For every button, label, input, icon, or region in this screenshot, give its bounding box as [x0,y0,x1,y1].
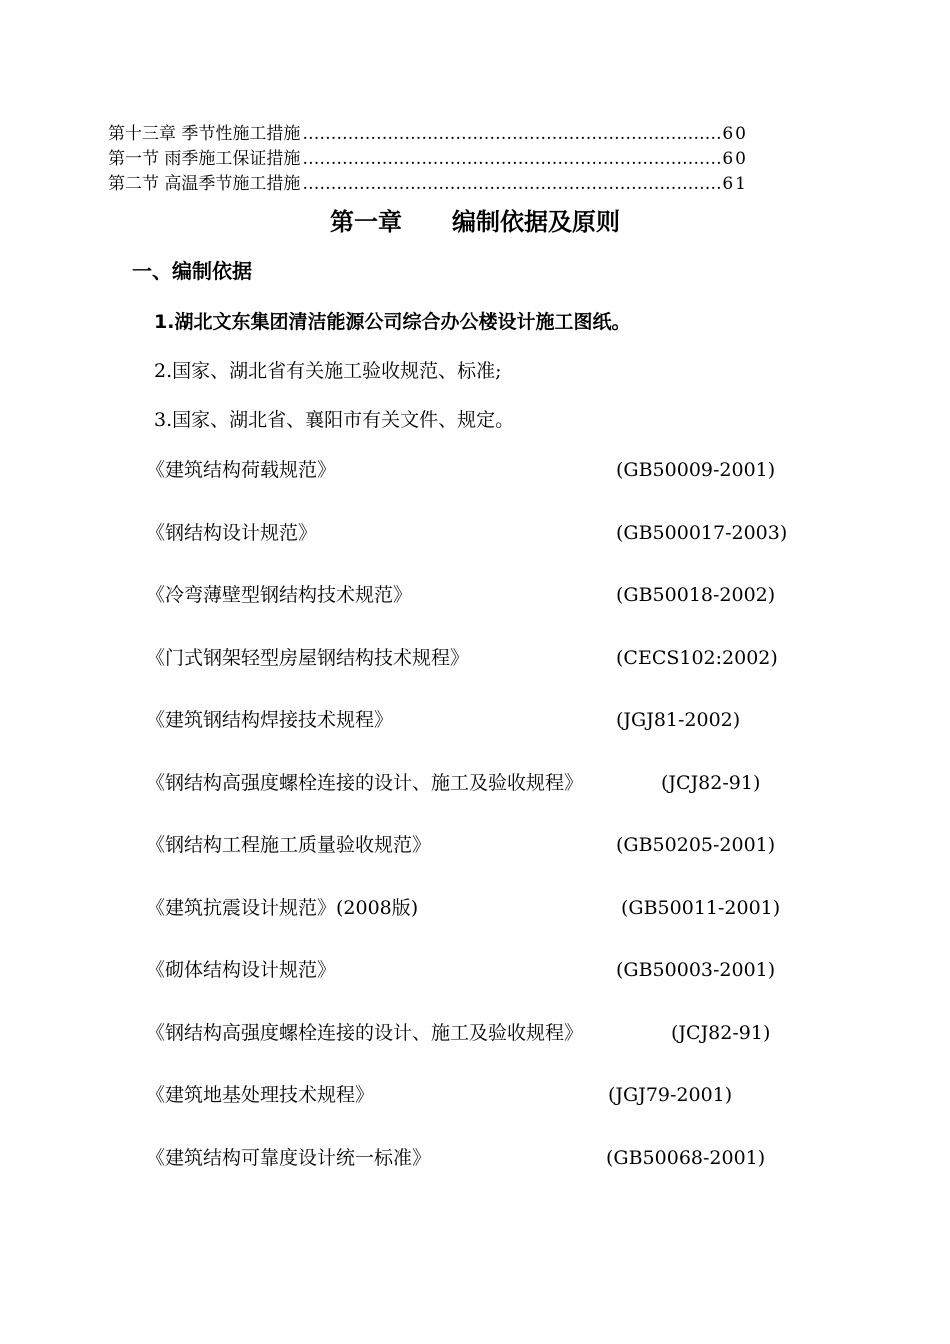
toc-entry-title: 第一节 雨季施工保证措施 [108,149,301,169]
standard-item [146,1079,806,1111]
chapter-number: 第一章 [330,208,402,236]
standard-item [146,642,806,674]
standard-name: 《钢结构工程施工质量验收规范》 [146,834,432,856]
toc-entry-page: 60 [722,124,748,144]
chapter-name: 编制依据及原则 [452,208,620,236]
standard-name: 《建筑地基处理技术规程》 [146,1084,375,1106]
standard-code: (GB50011-2001) [621,897,781,919]
standard-code: (JGJ79-2001) [608,1084,733,1106]
standard-code: (GB50003-2001) [616,959,776,981]
standard-code: (CECS102:2002) [616,647,778,669]
standard-code: (JCJ82-91) [661,772,761,794]
standard-item [146,517,806,549]
standard-code: (GB50068-2001) [606,1147,766,1169]
paragraph-design-drawings: 1.湖北文东集团清洁能源公司综合办公楼设计施工图纸。 [154,311,631,333]
standard-code: (GB500017-2003) [616,522,788,544]
toc-entry-title: 第十三章 季节性施工措施 [108,124,301,144]
standard-name: 《建筑钢结构焊接技术规程》 [146,709,394,731]
standard-item [146,954,806,986]
toc-leader-dots [302,171,720,197]
standard-code: (JGJ81-2002) [616,709,741,731]
section-heading: 一、编制依据 [132,259,252,283]
standard-name: 《钢结构设计规范》 [146,522,318,544]
standard-item [146,704,806,736]
standard-name: 《砌体结构设计规范》 [146,959,337,981]
standard-code: (GB50009-2001) [616,459,776,481]
standard-item [146,767,806,799]
standard-name: 《建筑抗震设计规范》(2008版) [146,897,419,919]
chapter-title [0,205,950,239]
toc-entry[interactable] [108,121,748,147]
toc-entry-title: 第二节 高温季节施工措施 [108,174,301,194]
standard-name: 《建筑结构可靠度设计统一标准》 [146,1147,432,1169]
standard-code: (GB50018-2002) [616,584,776,606]
paragraph-local-regulations: 3.国家、湖北省、襄阳市有关文件、规定。 [154,409,515,431]
standard-item [146,454,806,486]
standard-item [146,892,806,924]
toc-leader-dots [302,121,720,147]
standard-item [146,579,806,611]
standard-code: (JCJ82-91) [671,1022,771,1044]
paragraph-national-standards: 2.国家、湖北省有关施工验收规范、标准; [154,360,502,382]
standard-item [146,829,806,861]
standard-name: 《钢结构高强度螺栓连接的设计、施工及验收规程》 [146,1022,584,1044]
standard-item [146,1142,806,1174]
standard-name: 《钢结构高强度螺栓连接的设计、施工及验收规程》 [146,772,584,794]
toc-entry-page: 61 [722,174,748,194]
toc-entry-page: 60 [722,149,748,169]
standard-name: 《门式钢架轻型房屋钢结构技术规程》 [146,647,470,669]
standard-name: 《冷弯薄壁型钢结构技术规范》 [146,584,413,606]
toc-leader-dots [302,146,720,172]
toc-entry[interactable] [108,146,748,172]
toc-entry[interactable] [108,171,748,197]
standard-code: (GB50205-2001) [616,834,776,856]
standard-item [146,1017,806,1049]
standard-name: 《建筑结构荷载规范》 [146,459,337,481]
